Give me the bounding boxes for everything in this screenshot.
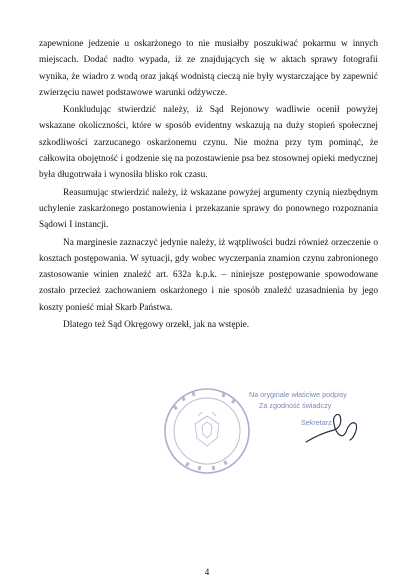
- signature-icon: [296, 402, 376, 452]
- court-seal-icon: [162, 386, 252, 476]
- paragraph-1: zapewnione jedzenie u oskarżonego to nie musiałby poszukiwać pokarmu w innych miejscach. Dodać nadto wypada, iż ze znajdujących się w aktach sprawy fotografii wynika, że wiadro z wodą oraz jakąś wodnistą cieczą nie były wystarczające by zapewnić zwierzęciu nawet podstawowe warunki odżywcze.: [39, 39, 378, 98]
- stamp-line-secretary: Sekretarz: [301, 418, 332, 427]
- stamp-line-original: Na oryginale właściwe podpisy: [249, 390, 347, 399]
- paragraph-5: Dlatego też Sąd Okręgowy orzekł, jak na wstępie.: [63, 320, 250, 331]
- page-number: 4: [204, 567, 210, 577]
- paragraph-2: Konkludując stwierdzić należy, iż Sąd Rejonowy wadliwie ocenił powyżej wskazane okoliczności, które w sposób evidentny wskazują na duży stopień społecznej szkodliwości zarzucanego oskarżonemu czynu. Nie można przy tym pominąć, że całkowita obojętność i godzenie się na pozostawienie psa bez stosownej opieki medycznej była długotrwała i wynosiła blisko rok czasu.: [39, 105, 378, 181]
- body-text: [39, 36, 378, 333]
- paragraph-4: Na marginesie zaznaczyć jedynie należy, iż wątpliwości budzi również orzeczenie o kosztach postępowania. W sytuacji, gdy wobec wyczerpania znamion czynu zabronionego zastosowanie winien znaleźć art. 632a k.p.k. – niniejsze postępowanie spowodowane zostało przecież zachowaniem oskarżonego i nie sposób znaleźć uzasadnienia by jego koszty ponieść miał Skarb Państwa.: [39, 237, 378, 313]
- paragraph-3: Reasumując stwierdzić należy, iż wskazane powyżej argumenty czynią niezbędnym uchylenie zaskarżonego postanowienia i przekazanie sprawy do ponownego rozpoznania Sądowi I instancji.: [39, 187, 378, 231]
- stamp-line-conformity: Za zgodność świadczy: [259, 401, 332, 410]
